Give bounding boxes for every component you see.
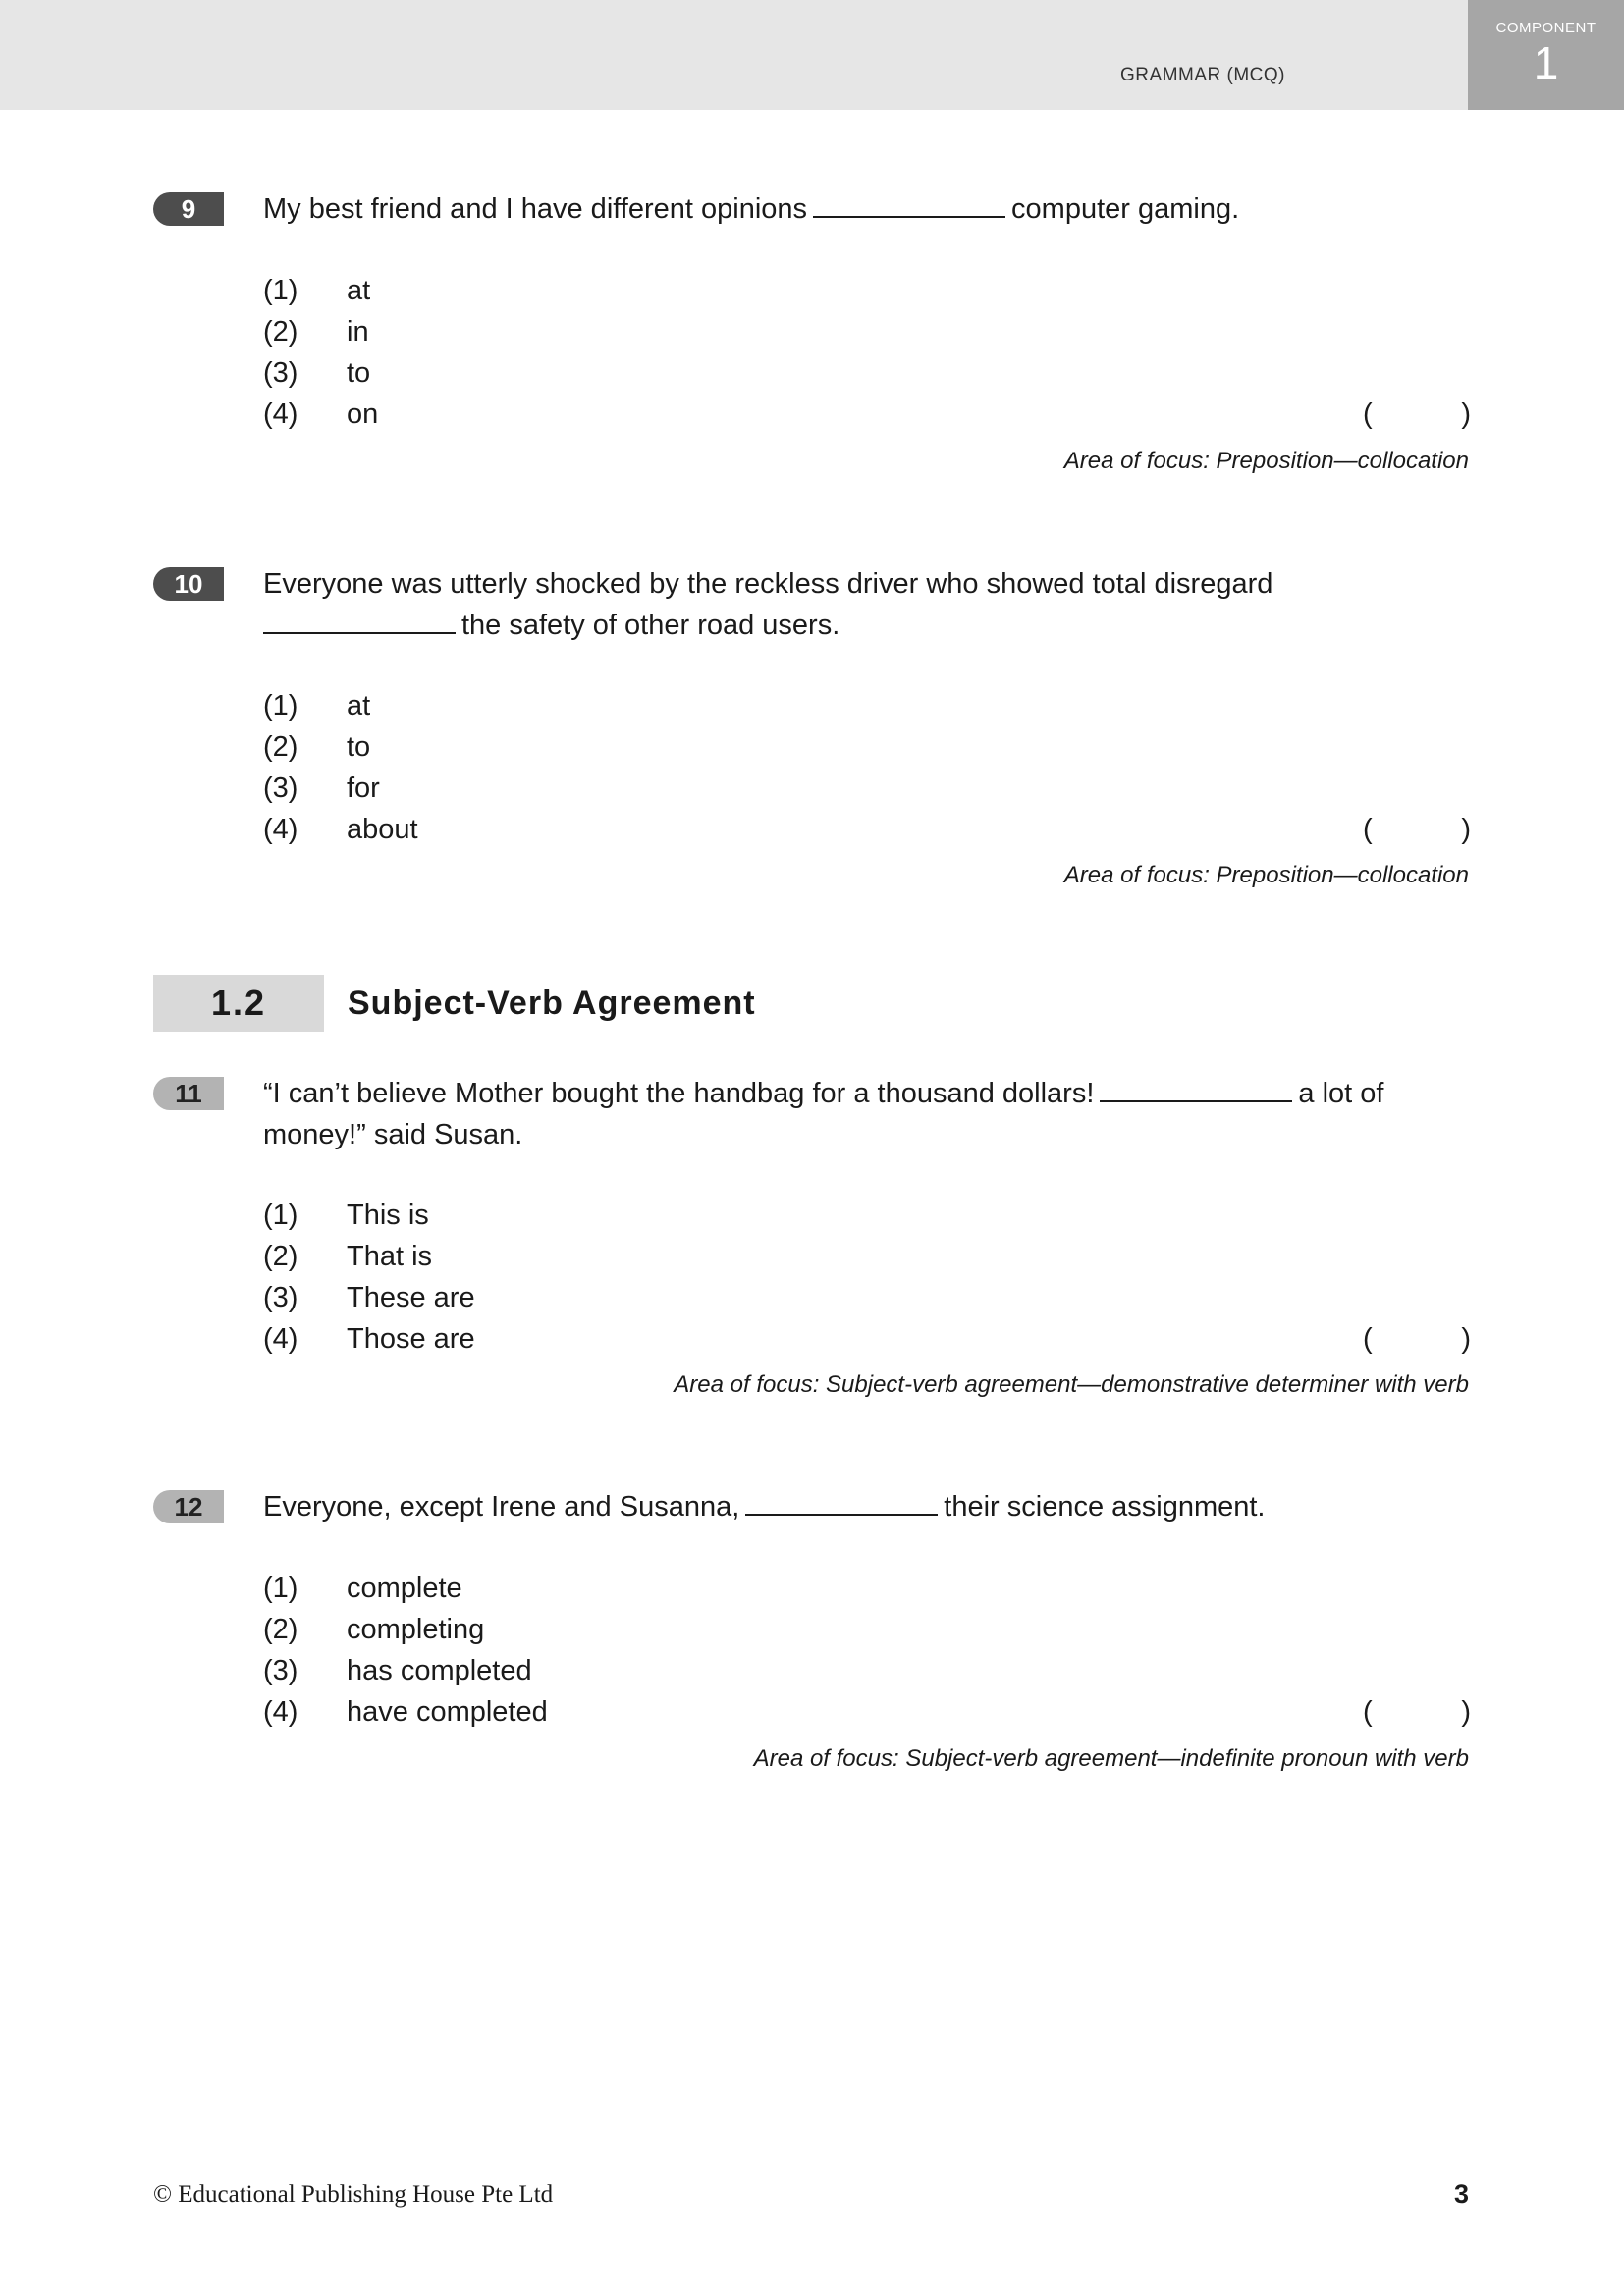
option-1: (1) complete <box>263 1573 462 1604</box>
answer-blank <box>745 1488 938 1516</box>
option-4: (4) Those are ( ) <box>263 1323 1471 1355</box>
question-text: Everyone was utterly shocked by the reckless driver who showed total disregard the safety of other road users. <box>263 568 1273 641</box>
section-heading <box>153 975 1479 1032</box>
component-tab <box>1468 0 1624 110</box>
option-1: (1) This is <box>263 1200 429 1231</box>
option-1: (1) at <box>263 275 371 306</box>
option-4: (4) have completed ( ) <box>263 1696 1471 1728</box>
question-text: Everyone, except Irene and Susanna, their science assignment. <box>263 1486 1481 1527</box>
option-2: (2) to <box>263 731 371 763</box>
area-of-focus: Area of focus: Preposition—collocation <box>1063 862 1469 888</box>
option-3: (3) to <box>263 357 371 389</box>
question-text: “I can’t believe Mother bought the handbag for a thousand dollars! a lot of money!” said Susan. <box>263 1073 1471 1155</box>
section-number: 1.2 <box>153 975 324 1032</box>
options-list <box>263 270 1481 435</box>
option-3: (3) has completed <box>263 1655 532 1686</box>
footer-copyright: © Educational Publishing House Pte Ltd <box>153 2181 554 2208</box>
option-3: (3) These are <box>263 1282 475 1313</box>
option-2: (2) completing <box>263 1614 485 1645</box>
section-title: Subject-Verb Agreement <box>348 985 756 1022</box>
answer-blank <box>263 607 456 634</box>
option-4: (4) about ( ) <box>263 814 1471 845</box>
area-of-focus: Area of focus: Subject-verb agreement—indefinite pronoun with verb <box>753 1745 1469 1772</box>
question-number-badge: 9 <box>153 192 224 226</box>
options-list <box>263 1568 1481 1733</box>
component-label: COMPONENT <box>1495 20 1597 36</box>
option-4: (4) on ( ) <box>263 399 1471 430</box>
option-2: (2) in <box>263 316 369 347</box>
question-number-badge: 10 <box>153 567 224 601</box>
question-number-badge: 12 <box>153 1490 224 1523</box>
answer-blank <box>813 190 1005 218</box>
component-number: 1 <box>1533 37 1559 88</box>
area-of-focus: Area of focus: Subject-verb agreement—demonstrative determiner with verb <box>674 1371 1469 1398</box>
option-3: (3) for <box>263 773 380 804</box>
header-title: GRAMMAR (MCQ) <box>1120 65 1285 85</box>
question-text: My best friend and I have different opinions computer gaming. <box>263 188 1481 230</box>
answer-blank <box>1100 1075 1292 1102</box>
question-number-badge: 11 <box>153 1077 224 1110</box>
header-band <box>0 0 1468 110</box>
page-number: 3 <box>1453 2179 1469 2209</box>
options-list <box>263 685 1481 850</box>
area-of-focus: Area of focus: Preposition—collocation <box>1063 448 1469 474</box>
option-2: (2) That is <box>263 1241 433 1272</box>
option-1: (1) at <box>263 690 371 721</box>
options-list <box>263 1195 1481 1360</box>
